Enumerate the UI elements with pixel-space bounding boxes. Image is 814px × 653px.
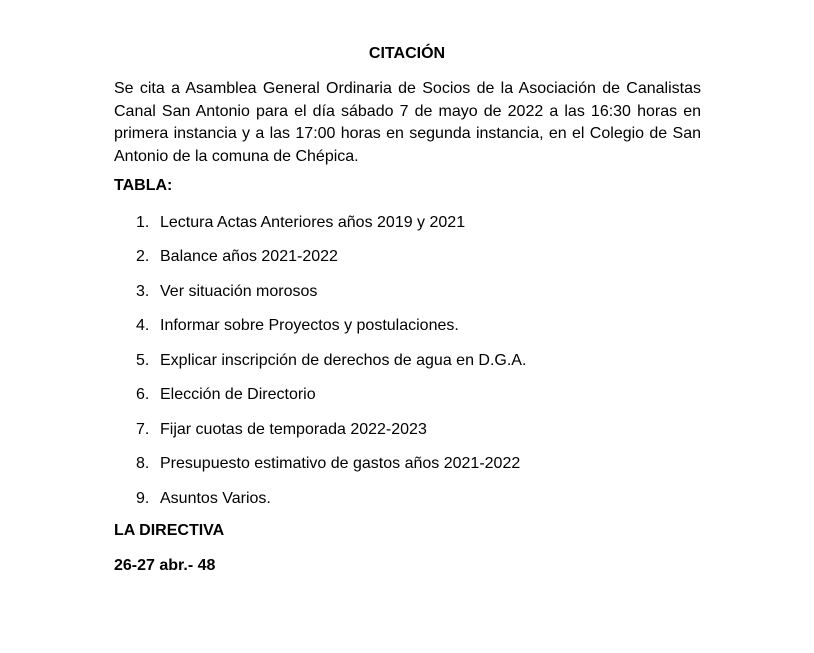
agenda-item [136, 351, 526, 371]
agenda-item-number: 7. [136, 421, 150, 438]
agenda-item [136, 454, 520, 474]
agenda-heading: TABLA: [114, 177, 173, 194]
agenda-item-text: Explicar inscripción de derechos de agua en D.G.A. [160, 352, 527, 369]
agenda-item-text: Informar sobre Proyectos y postulaciones. [160, 317, 459, 334]
agenda-item-text: Presupuesto estimativo de gastos años 2021-2022 [160, 455, 521, 472]
agenda-item-number: 5. [136, 352, 150, 369]
agenda-item-text: Balance años 2021-2022 [160, 248, 338, 265]
agenda-item-number: 9. [136, 490, 150, 507]
signature-line: LA DIRECTIVA [114, 522, 225, 539]
agenda-item-text: Fijar cuotas de temporada 2022-2023 [160, 421, 427, 438]
agenda-item-number: 2. [136, 248, 150, 265]
agenda-item [136, 385, 316, 405]
agenda-item [136, 282, 317, 302]
agenda-item-number: 3. [136, 283, 150, 300]
agenda-item [136, 489, 271, 509]
document-title: CITACIÓN [368, 45, 446, 62]
agenda-item-text: Ver situación morosos [160, 283, 318, 300]
agenda-item-number: 1. [136, 214, 150, 231]
agenda-item-text: Lectura Actas Anteriores años 2019 y 2021 [160, 214, 466, 231]
agenda-item [136, 420, 427, 440]
agenda-item [136, 316, 459, 336]
agenda-item-text: Asuntos Varios. [160, 490, 271, 507]
agenda-item-text: Elección de Directorio [160, 386, 316, 403]
publication-line: 26-27 abr.- 48 [114, 557, 216, 574]
agenda-item-number: 4. [136, 317, 150, 334]
agenda-item-number: 6. [136, 386, 150, 403]
agenda-item [136, 213, 465, 233]
agenda-item-number: 8. [136, 455, 150, 472]
citation-paragraph: Se cita a Asamblea General Ordinaria de Socios de la Asociación de Canalistas Canal San Antonio para el día sábado 7 de mayo de 2022 a las 16:30 horas en primera instancia y a las 17:00 horas en segunda instancia, en el Colegio de San Antonio de la comuna de Chépica. [114, 80, 701, 165]
agenda-item [136, 247, 338, 267]
